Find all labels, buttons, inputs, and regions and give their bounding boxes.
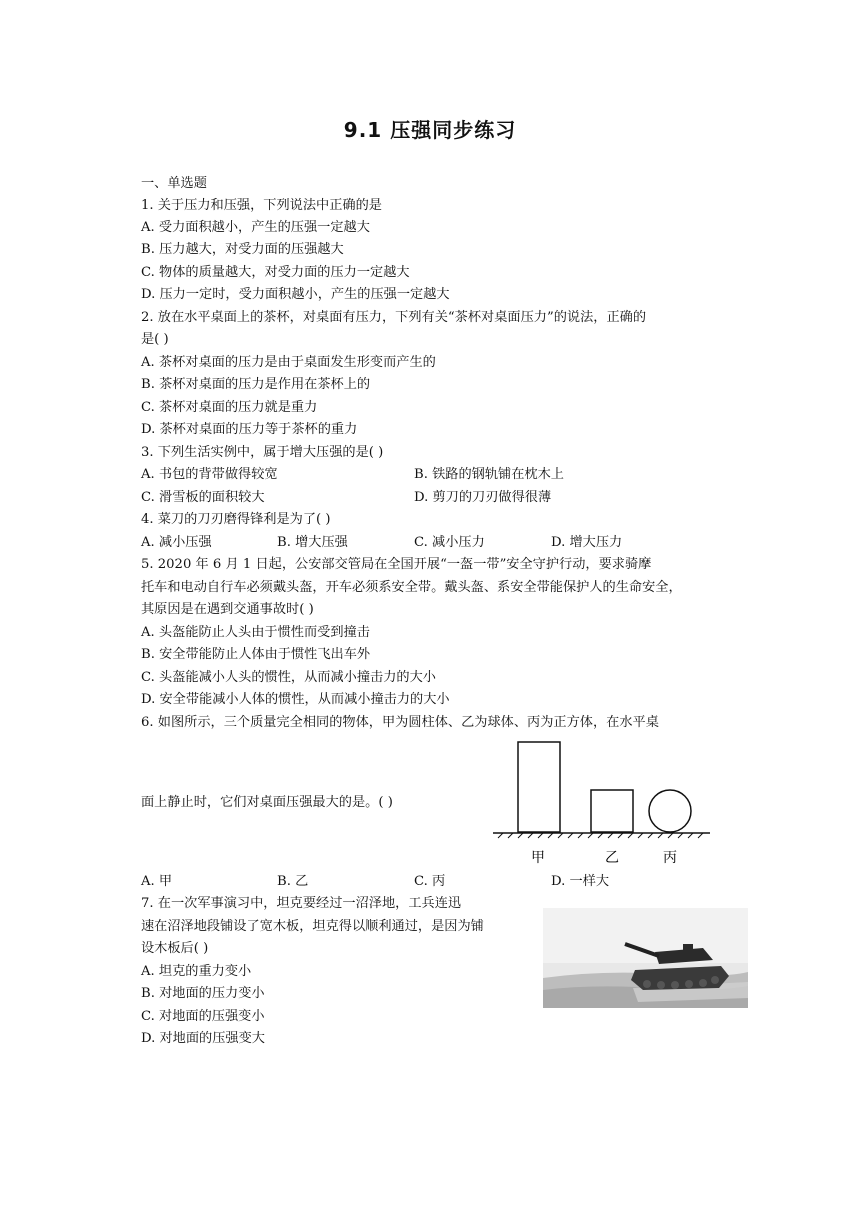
q3-option-c[interactable]: C. 滑雪板的面积较大 [141, 490, 265, 505]
q2-option-d[interactable]: D. 茶杯对桌面的压力等于茶杯的重力 [141, 422, 358, 437]
label-bing: 丙 [663, 850, 677, 866]
q6-option-b[interactable]: B. 乙 [277, 874, 309, 889]
label-jia: 甲 [531, 850, 545, 866]
q4-stem: 4. 菜刀的刀刃磨得锋利是为了( ) [141, 512, 331, 527]
q4-option-d[interactable]: D. 增大压力 [551, 535, 623, 550]
q7-option-a[interactable]: A. 坦克的重力变小 [141, 964, 252, 979]
q7-stem-line2: 速在沼泽地段铺设了宽木板，坦克得以顺利通过，是因为铺 [141, 919, 484, 934]
page-title: 9.1 压强同步练习 [343, 118, 517, 142]
q5-stem-line3: 其原因是在遇到交通事故时( ) [141, 602, 314, 617]
tank-photo [543, 908, 748, 1008]
q2-option-b[interactable]: B. 茶杯对桌面的压力是作用在茶杯上的 [141, 377, 371, 392]
q5-stem-line2: 托车和电动自行车必须戴头盔，开车必须系安全带。戴头盔、系安全带能保护人的生命安全， [141, 580, 682, 595]
q2-option-a[interactable]: A. 茶杯对桌面的压力是由于桌面发生形变而产生的 [141, 355, 436, 370]
label-yi: 乙 [605, 850, 619, 866]
q5-option-b[interactable]: B. 安全带能防止人体由于惯性飞出车外 [141, 647, 371, 662]
q7-stem-line1: 7. 在一次军事演习中，坦克要经过一沼泽地，工兵连迅 [141, 896, 462, 911]
q6-stem-line2: 面上静止时，它们对桌面压强最大的是。( ) [141, 795, 393, 810]
q5-option-a[interactable]: A. 头盔能防止人头由于惯性而受到撞击 [141, 625, 370, 640]
q3-option-a[interactable]: A. 书包的背带做得较宽 [141, 467, 278, 482]
q6-option-c[interactable]: C. 丙 [414, 874, 446, 889]
q6-figure [490, 738, 715, 870]
q7-option-b[interactable]: B. 对地面的压力变小 [141, 986, 265, 1001]
cylinder-shape [518, 742, 560, 832]
q6-option-d[interactable]: D. 一样大 [551, 874, 610, 889]
q1-option-d[interactable]: D. 压力一定时，受力面积越小，产生的压强一定越大 [141, 287, 450, 302]
section-heading: 一、单选题 [141, 176, 207, 191]
q4-option-c[interactable]: C. 减小压力 [414, 535, 485, 550]
q7-option-d[interactable]: D. 对地面的压强变大 [141, 1031, 265, 1046]
q1-stem: 1. 关于压力和压强，下列说法中正确的是 [141, 198, 382, 213]
q2-option-c[interactable]: C. 茶杯对桌面的压力就是重力 [141, 400, 318, 415]
q5-option-d[interactable]: D. 安全带能减小人体的惯性，从而减小撞击力的大小 [141, 692, 450, 707]
q3-option-b[interactable]: B. 铁路的钢轨铺在枕木上 [414, 467, 564, 482]
q1-option-a[interactable]: A. 受力面积越小，产生的压强一定越大 [141, 220, 370, 235]
q3-stem: 3. 下列生活实例中，属于增大压强的是( ) [141, 445, 384, 460]
q3-option-d[interactable]: D. 剪刀的刀刃做得很薄 [414, 490, 552, 505]
q4-option-b[interactable]: B. 增大压强 [277, 535, 348, 550]
q7-stem-line3: 设木板后( ) [141, 941, 209, 956]
q6-stem-line1: 6. 如图所示，三个质量完全相同的物体，甲为圆柱体、乙为球体、丙为正方体，在水平桌 [141, 715, 659, 730]
q1-option-b[interactable]: B. 压力越大，对受力面的压强越大 [141, 242, 344, 257]
q5-stem-line1: 5. 2020 年 6 月 1 日起，公安部交管局在全国开展“一盔一带”安全守护行动，要求骑摩 [141, 557, 652, 572]
q4-option-a[interactable]: A. 减小压强 [141, 535, 212, 550]
sphere-shape [649, 790, 691, 832]
cube-shape [591, 790, 633, 832]
q2-stem-line2: 是( ) [141, 332, 169, 347]
q7-option-c[interactable]: C. 对地面的压强变小 [141, 1009, 265, 1024]
q5-option-c[interactable]: C. 头盔能减小人头的惯性，从而减小撞击力的大小 [141, 670, 436, 685]
q2-stem-line1: 2. 放在水平桌面上的茶杯，对桌面有压力，下列有关“茶杯对桌面压力”的说法，正确的 [141, 310, 647, 325]
q6-option-a[interactable]: A. 甲 [141, 874, 173, 889]
q1-option-c[interactable]: C. 物体的质量越大，对受力面的压力一定越大 [141, 265, 410, 280]
